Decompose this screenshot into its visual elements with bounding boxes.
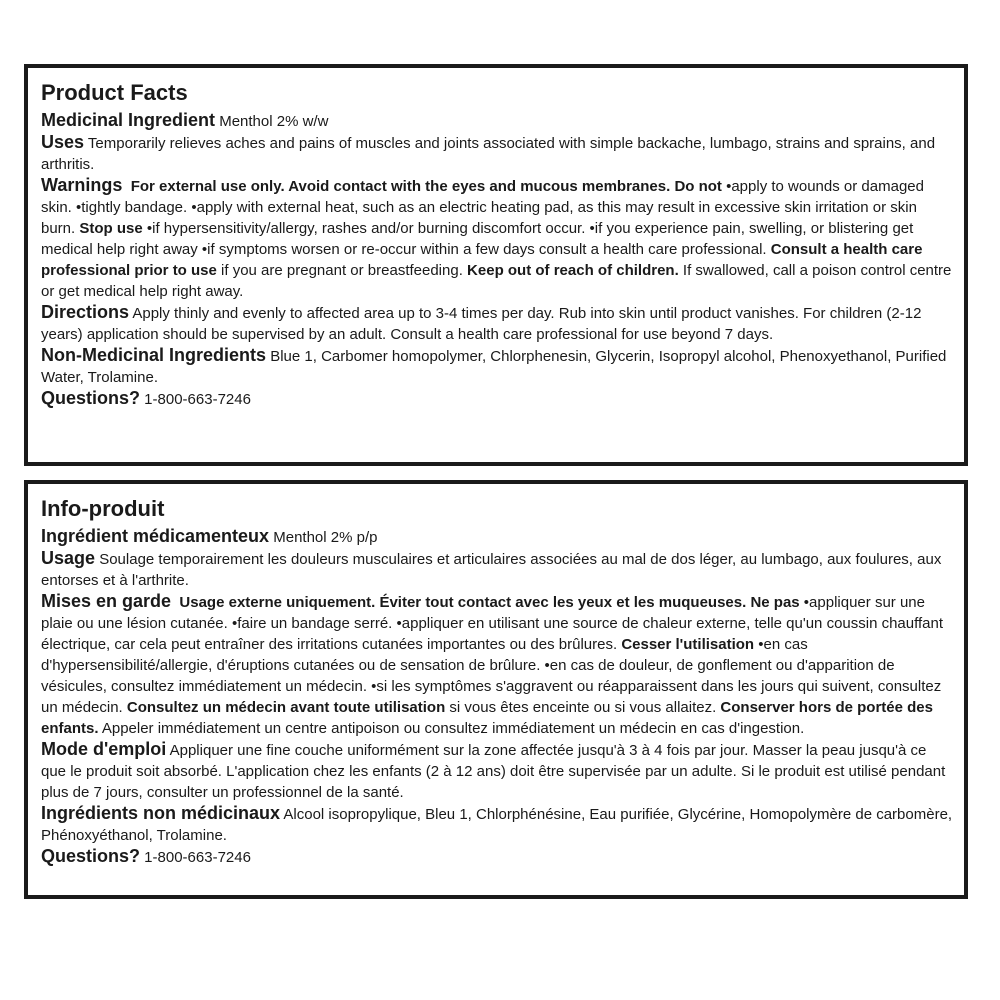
warning-text: •apply to wounds or damaged skin. •tightly bandage. •apply with external heat, such as an electric heating pad, as this may result in excessive skin irritation or skin burn. — [41, 178, 924, 237]
warning-bold-text: Cesser l'utilisation — [621, 636, 755, 653]
warning-bold-text: Consultez un médecin avant toute utilisation — [126, 699, 446, 716]
warning-text: •appliquer sur une plaie ou une lésion cutanée. •faire un bandage serré. •appliquer en utilisant une source de chaleur externe, telle qu'un coussin chauffant électrique, car cela peut entraîner des irritations cutanées importantes ou des brûlures. — [41, 594, 944, 653]
section-text: Appliquer une fine couche uniformément sur la zone affectée jusqu'à 3 à 4 fois par jour. Masser la peau jusqu'à ce que le produit soit absorbé. L'application chez les enfants (2 à 12 ans) doit être supervisée par un adulte. Si le produit est utilisé pendant plus de 7 jours, consulter un professionnel de la santé. — [41, 742, 946, 801]
section-heading: Mises en garde — [41, 591, 172, 611]
section-heading: Mode d'emploi — [41, 739, 167, 759]
warning-bold-text: Usage externe uniquement. Éviter tout contact avec les yeux et les muqueuses. Ne pas — [179, 594, 800, 611]
section-heading: Uses — [41, 132, 85, 152]
phone-number: 1-800-663-7246 — [140, 849, 251, 866]
non-medicinal-ingredients-section — [41, 345, 954, 388]
directions-section — [41, 739, 954, 803]
section-text: Menthol 2% w/w — [215, 113, 329, 130]
warnings-section — [41, 175, 954, 302]
warning-text: If swallowed, call a poison control centre or get medical help right away. — [41, 262, 952, 300]
warning-text: si vous êtes enceinte ou si vous allaitez. — [445, 699, 721, 716]
product-facts-panel — [24, 64, 968, 466]
medicinal-ingredient-section — [41, 526, 954, 548]
warnings-section — [41, 591, 954, 739]
section-text: Menthol 2% p/p — [269, 529, 378, 546]
section-text: Blue 1, Carbomer homopolymer, Chlorphenesin, Glycerin, Isopropyl alcohol, Phenoxyethanol, Purified Water, Trolamine. — [41, 348, 947, 386]
section-heading: Non-Medicinal Ingredients — [41, 345, 267, 365]
warning-bold-text: For external use only. Avoid contact with the eyes and mucous membranes. Do not — [130, 178, 722, 195]
warning-bold-text: Keep out of reach of children. — [467, 262, 679, 279]
section-heading: Medicinal Ingredient — [41, 110, 216, 130]
section-text: Apply thinly and evenly to affected area up to 3-4 times per day. Rub into skin until product vanishes. For children (2-12 years) application should be supervised by an adult. Consult a health care professional for use beyond 7 days. — [41, 305, 922, 343]
warning-text: •en cas d'hypersensibilité/allergie, d'éruptions cutanées ou de sensation de brûlure. •en cas de douleur, de gonflement ou d'apparition de vésicules, consultez immédiatement un médecin. •si les symptômes s'aggravent ou réapparaissent dans les jours qui suivent, consultez un médecin. — [41, 636, 942, 716]
section-text: Temporarily relieves aches and pains of muscles and joints associated with simple backache, lumbago, strains and sprains, and arthritis. — [41, 135, 936, 173]
warning-text: Appeler immédiatement un centre antipoison ou consultez immédiatement un médecin en cas d'ingestion. — [98, 720, 805, 737]
warning-bold-text: Consult a health care professional prior to use — [41, 241, 923, 279]
questions-section — [41, 846, 954, 868]
directions-section — [41, 302, 954, 345]
warning-text: •if hypersensitivity/allergy, rashes and/or burning discomfort occur. •if you experience pain, swelling, or blistering get medical help right away •if symptoms worsen or re-occur within a few days consult a health care professional. — [41, 220, 914, 258]
uses-section — [41, 132, 954, 175]
section-heading: Warnings — [41, 175, 123, 195]
info-produit-panel — [24, 480, 968, 899]
panel-title: Info-produit — [41, 496, 165, 521]
warning-text: if you are pregnant or breastfeeding. — [216, 262, 468, 279]
uses-section — [41, 548, 954, 591]
non-medicinal-ingredients-section — [41, 803, 954, 846]
section-text: Soulage temporairement les douleurs musculaires et articulaires associées au mal de dos léger, au lumbago, aux foulures, aux entorses et à l'arthrite. — [41, 551, 942, 589]
phone-number: 1-800-663-7246 — [140, 391, 251, 408]
medicinal-ingredient-section — [41, 110, 954, 132]
questions-section — [41, 388, 954, 410]
section-heading: Questions? — [41, 846, 141, 866]
section-heading: Usage — [41, 548, 96, 568]
section-heading: Directions — [41, 302, 130, 322]
section-heading: Ingrédients non médicinaux — [41, 803, 281, 823]
warning-bold-text: Stop use — [79, 220, 143, 237]
section-heading: Questions? — [41, 388, 141, 408]
section-text: Alcool isopropylique, Bleu 1, Chlorphénésine, Eau purifiée, Glycérine, Homopolymère de carbomère, Phénoxyéthanol, Trolamine. — [41, 806, 953, 844]
panel-title: Product Facts — [41, 80, 188, 105]
warning-bold-text: Conserver hors de portée des enfants. — [41, 699, 933, 737]
section-heading: Ingrédient médicamenteux — [41, 526, 270, 546]
